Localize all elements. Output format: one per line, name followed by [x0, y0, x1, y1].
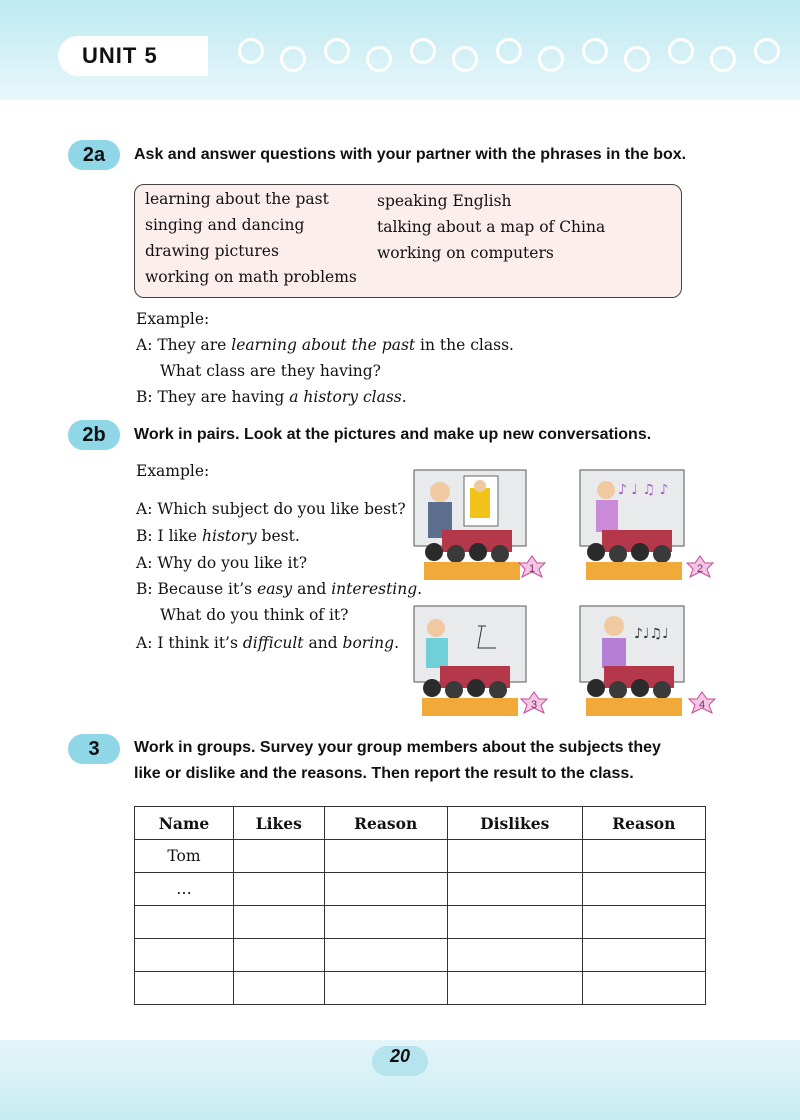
section-3-tag: 3	[68, 734, 120, 764]
dialogue-line: B: Because it’s easy and interesting.	[136, 580, 423, 598]
table-cell	[447, 972, 582, 1005]
example-line: B: They are having a history class.	[136, 388, 407, 406]
section-2b-tag: 2b	[68, 420, 120, 450]
phrase-item: working on math problems	[145, 268, 357, 286]
table-cell	[135, 972, 234, 1005]
table-cell	[135, 939, 234, 972]
table-cell	[233, 906, 324, 939]
column-header: Name	[135, 807, 234, 840]
unit-label: UNIT 5	[82, 43, 158, 68]
column-header: Likes	[233, 807, 324, 840]
phrase-item: speaking English	[377, 192, 512, 210]
table-cell: Tom	[135, 840, 234, 873]
table-cell	[582, 840, 705, 873]
table-cell	[582, 906, 705, 939]
board-writing: ♪♩♫♩	[634, 626, 669, 642]
table-cell	[324, 939, 447, 972]
classroom-picture-3	[412, 604, 552, 720]
dialogue-line: A: I think it’s difficult and boring.	[136, 634, 399, 652]
table-cell	[324, 972, 447, 1005]
phrase-item: working on computers	[377, 244, 554, 262]
section-2a-tag: 2a	[68, 140, 120, 170]
table-cell	[324, 873, 447, 906]
picture-number: 3	[530, 699, 538, 711]
table-cell	[233, 972, 324, 1005]
phrase-item: learning about the past	[145, 190, 329, 208]
table-cell	[233, 840, 324, 873]
table-row	[135, 939, 706, 972]
picture-number: 4	[698, 699, 706, 711]
unit-label-tab	[58, 36, 208, 76]
example-label: Example:	[136, 462, 210, 480]
svg-text:♪ ♩ ♫ ♪: ♪ ♩ ♫ ♪	[618, 482, 669, 498]
table-cell	[447, 840, 582, 873]
table-cell	[324, 906, 447, 939]
phrase-item: singing and dancing	[145, 216, 305, 234]
picture-number: 1	[528, 563, 536, 575]
section-2a-instruction: Ask and answer questions with your partner with the phrases in the box.	[134, 146, 687, 163]
phrase-item: drawing pictures	[145, 242, 279, 260]
column-header: Reason	[582, 807, 705, 840]
table-row	[135, 972, 706, 1005]
column-header: Dislikes	[447, 807, 582, 840]
table-cell	[447, 873, 582, 906]
table-row	[135, 906, 706, 939]
section-3-instruction-line: like or dislike and the reasons. Then report the result to the class.	[134, 765, 634, 782]
classroom-picture-4	[578, 604, 718, 720]
table-cell	[447, 906, 582, 939]
table-cell	[582, 939, 705, 972]
dialogue-line: A: Which subject do you like best?	[136, 500, 406, 518]
table-cell	[233, 939, 324, 972]
column-header: Reason	[324, 807, 447, 840]
example-label: Example:	[136, 310, 210, 328]
phrase-item: talking about a map of China	[377, 218, 606, 236]
page-number: 20	[372, 1046, 428, 1076]
classroom-picture-1	[412, 468, 552, 584]
dialogue-line: What do you think of it?	[160, 606, 349, 624]
example-line: What class are they having?	[160, 362, 381, 380]
table-cell	[582, 972, 705, 1005]
dialogue-line: A: Why do you like it?	[136, 554, 308, 572]
table-cell	[135, 906, 234, 939]
table-row	[135, 873, 706, 906]
table-cell	[324, 840, 447, 873]
table-cell	[582, 873, 705, 906]
table-cell: …	[135, 873, 234, 906]
picture-number: 2	[696, 563, 704, 575]
table-cell	[447, 939, 582, 972]
table-header-row	[135, 807, 706, 840]
table-cell	[233, 873, 324, 906]
example-line: A: They are learning about the past in the class.	[136, 336, 514, 354]
survey-table	[134, 806, 706, 1005]
section-2b-instruction: Work in pairs. Look at the pictures and make up new conversations.	[134, 426, 652, 443]
section-3-instruction-line: Work in groups. Survey your group members about the subjects they	[134, 739, 661, 756]
table-row	[135, 840, 706, 873]
dialogue-line: B: I like history best.	[136, 527, 300, 545]
classroom-picture-2	[578, 468, 718, 584]
